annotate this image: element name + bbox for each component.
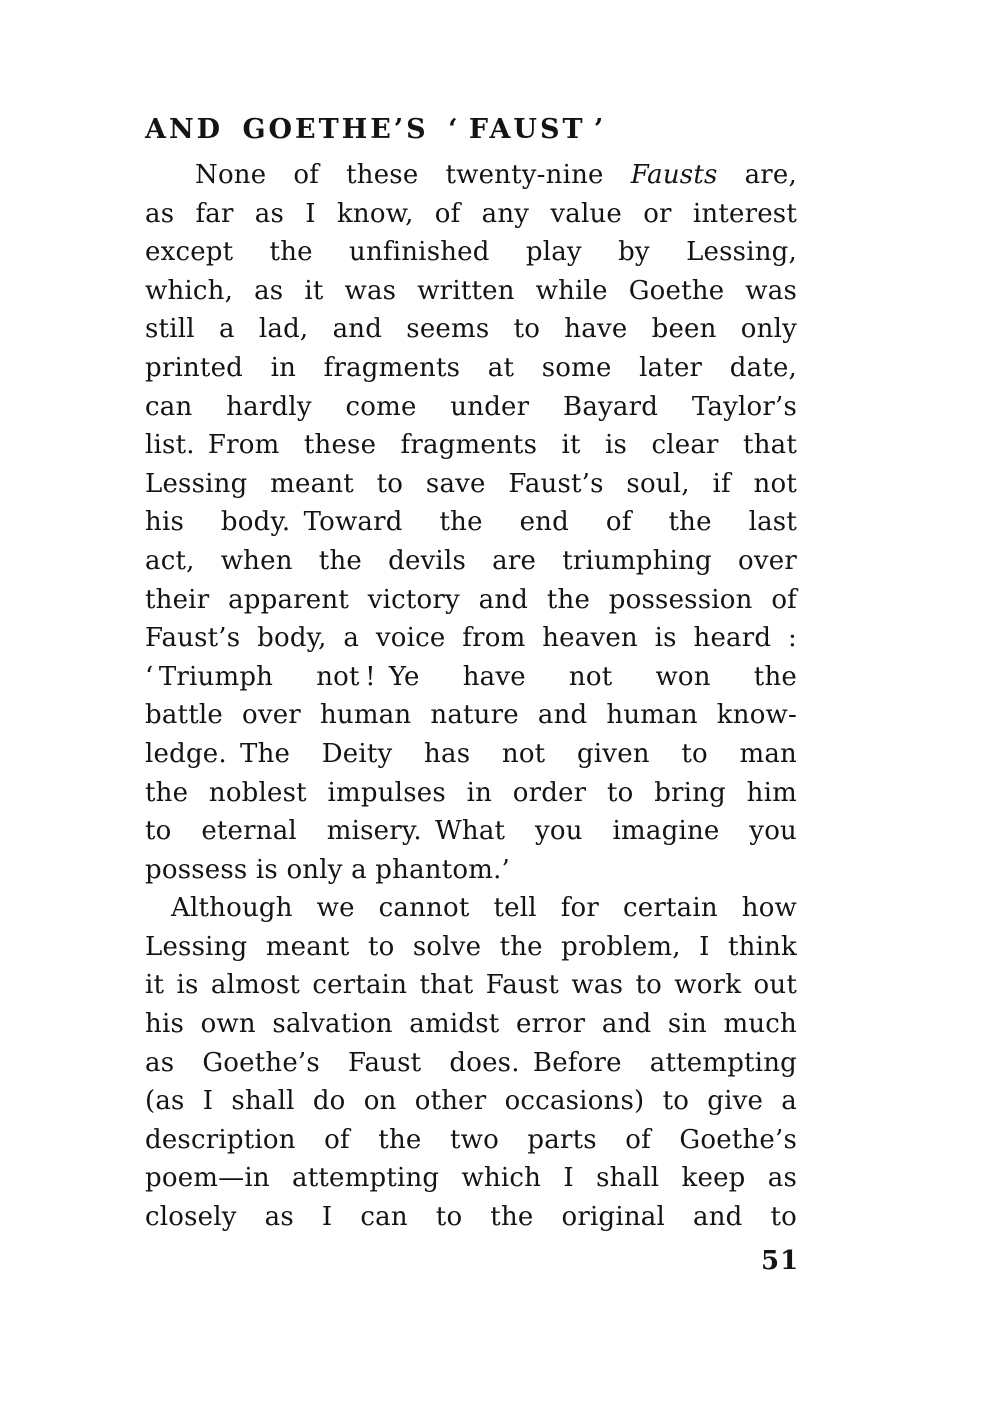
- paragraph: [145, 156, 797, 889]
- text-segment: his body. Toward the end of the last: [145, 507, 797, 538]
- text-segment: list. From these fragments it is clear that: [145, 430, 797, 461]
- text-segment: can hardly come under Bayard Taylor’s: [145, 391, 797, 422]
- text-segment: act, when the devils are triumphing over: [145, 545, 797, 576]
- text-segment: as Goethe’s Faust does. Before attempting: [145, 1047, 797, 1078]
- text-line: [145, 581, 797, 620]
- text-segment: their apparent victory and the possession of: [145, 584, 797, 615]
- text-line: [145, 1044, 797, 1083]
- text-segment: which, as it was written while Goethe was: [145, 275, 797, 306]
- text-segment: poem—in attempting which I shall keep as: [145, 1163, 797, 1194]
- text-line: [145, 658, 797, 697]
- text-line: [145, 195, 797, 234]
- text-line: [145, 1121, 797, 1160]
- text-line: [145, 851, 797, 890]
- text-line: [145, 426, 797, 465]
- text-line: [145, 1082, 797, 1121]
- running-header: AND GOETHE’S ‘ FAUST ’: [145, 114, 607, 145]
- text-segment: Lessing meant to save Faust’s soul, if not: [145, 468, 797, 499]
- italic-segment: Fausts: [630, 160, 718, 190]
- text-line: [145, 233, 797, 272]
- text-line: [145, 619, 797, 658]
- text-segment: Faust’s body, a voice from heaven is heard :: [145, 623, 797, 654]
- text-segment: battle over human nature and human know-: [145, 700, 797, 731]
- page-number: 51: [761, 1246, 800, 1276]
- text-segment: his own salvation amidst error and sin much: [145, 1009, 797, 1040]
- text-line: [145, 774, 797, 813]
- text-segment: are,: [717, 160, 797, 190]
- paragraph: [145, 889, 797, 1236]
- text-line: [145, 465, 797, 504]
- text-line: [145, 310, 797, 349]
- text-segment: None of these twenty-nine: [195, 160, 631, 190]
- text-line: [145, 889, 797, 928]
- text-segment: ledge. The Deity has not given to man: [145, 738, 797, 769]
- text-segment: it is almost certain that Faust was to work out: [145, 970, 797, 1001]
- text-line: [145, 156, 797, 195]
- text-line: [145, 388, 797, 427]
- text-line: [145, 1198, 797, 1237]
- text-segment: as far as I know, of any value or interest: [145, 198, 797, 229]
- text-segment: description of the two parts of Goethe’s: [145, 1124, 797, 1155]
- text-segment: ‘ Triumph not ! Ye have not won the: [145, 661, 797, 692]
- text-line: [145, 812, 797, 851]
- text-line: [145, 735, 797, 774]
- text-line: [145, 272, 797, 311]
- paragraphs-container: [145, 156, 797, 1237]
- text-line: [145, 928, 797, 967]
- text-line: [145, 349, 797, 388]
- text-line: [145, 503, 797, 542]
- text-segment: printed in fragments at some later date,: [145, 352, 797, 383]
- text-line: [145, 1159, 797, 1198]
- text-segment: Although we cannot tell for certain how: [171, 893, 797, 924]
- text-segment: (as I shall do on other occasions) to give a: [145, 1086, 797, 1117]
- text-segment: Lessing meant to solve the problem, I think: [145, 931, 797, 962]
- text-line: [145, 542, 797, 581]
- text-segment: the noblest impulses in order to bring him: [145, 777, 797, 808]
- text-segment: to eternal misery. What you imagine you: [145, 816, 797, 847]
- text-segment: except the unfinished play by Lessing,: [145, 237, 797, 268]
- text-segment: still a lad, and seems to have been only: [145, 314, 797, 345]
- text-line: [145, 696, 797, 735]
- text-segment: possess is only a phantom.’: [145, 854, 510, 885]
- text-line: [145, 966, 797, 1005]
- text-segment: closely as I can to the original and to: [145, 1202, 797, 1233]
- text-block: [145, 110, 797, 1237]
- text-line: [145, 1005, 797, 1044]
